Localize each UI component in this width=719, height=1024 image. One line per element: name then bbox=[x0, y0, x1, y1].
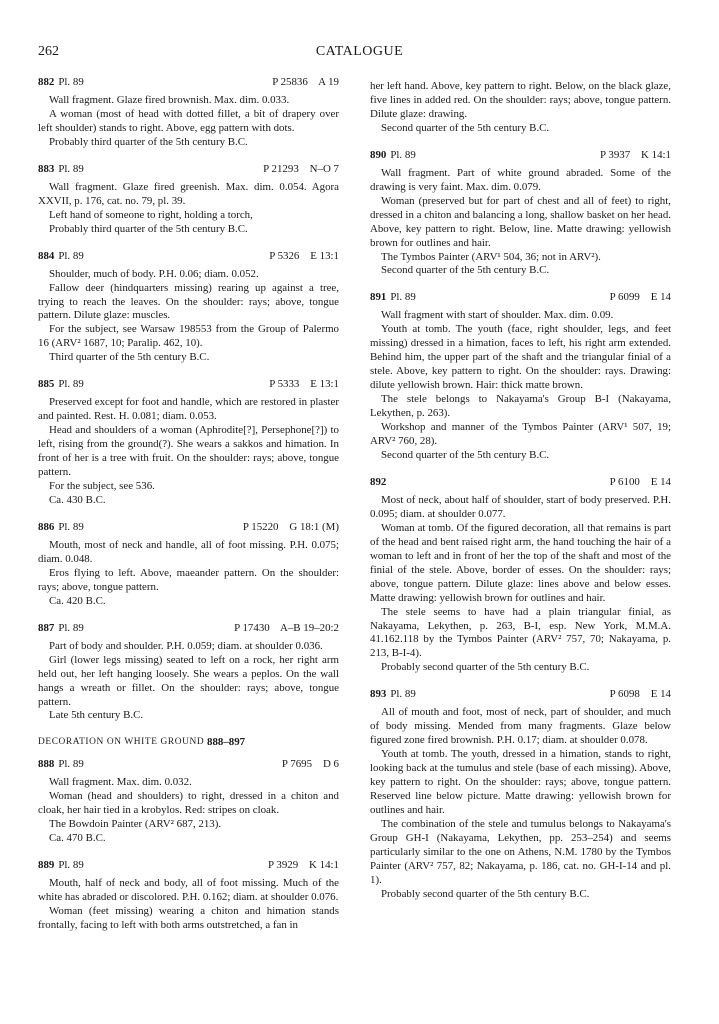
inventory-and-deposit: P 25836 A 19 bbox=[272, 76, 339, 88]
entry-paragraph: Wall fragment. Glaze fired brownish. Max. dim. 0.033. bbox=[49, 94, 290, 106]
entry-paragraph: Fallow deer (hindquarters missing) rearing up against a tree, trying to reach the leaves. On the shoulder: rays; above, tongue pattern. Dilute glaze: muscles. bbox=[38, 281, 339, 322]
entry-paragraph: The combination of the stele and tumulus belongs to Nakayama's Group GH-I (Nakayama, Lekythen, pp. 253–254) and seems particularly similar to the one on Athens, N.M. 1780 by the Tymbos Painter (ARV² 757, 82; Nakayama, p. 186, cat. no. GH-I-14 and pl. 1). bbox=[370, 817, 671, 886]
inventory-and-deposit: P 21293 N–O 7 bbox=[263, 162, 339, 175]
entry-paragraph: For the subject, see 536. bbox=[49, 480, 155, 493]
section-title-range: 888–897 bbox=[207, 736, 246, 749]
entry-paragraph: Late 5th century B.C. bbox=[49, 709, 144, 722]
page-number: 262 bbox=[38, 44, 59, 59]
entry-paragraph: The stele seems to have had a plain triangular finial, as Nakayama, Lekythen, p. 263, B-I, esp. New York, M.M.A. 41.162.118 by the Tymbos Painter (ARV² 757, 70; Nakayama, p. 213, B-I-4). bbox=[370, 605, 671, 660]
entry-paragraph: Wall fragment. Max. dim. 0.032. bbox=[49, 776, 192, 789]
entry-header bbox=[38, 758, 339, 772]
entry-paragraph: Part of body and shoulder. P.H. 0.059; diam. at shoulder 0.036. bbox=[49, 639, 323, 652]
section-title-label: DECORATION ON WHITE GROUND bbox=[38, 737, 205, 748]
catalogue-entry-892 bbox=[370, 476, 671, 675]
entry-header bbox=[370, 688, 671, 702]
entry-paragraph: Ca. 470 B.C. bbox=[49, 832, 106, 845]
entry-paragraph: Woman (preserved but for part of chest and all of feet) to right, dressed in a chiton and balancing a long, shallow basket on her head. Above, key pattern to right. Below, line. Matte drawing: yellowish brown for outlines and hair. bbox=[370, 194, 671, 249]
entry-number: 884 bbox=[38, 249, 55, 262]
inventory-and-deposit: P 5333 E 13:1 bbox=[269, 378, 339, 391]
entry-number: 892 bbox=[370, 475, 387, 488]
catalogue-entry-890 bbox=[370, 149, 671, 279]
running-head: CATALOGUE bbox=[315, 44, 404, 59]
entry-paragraph: Most of neck, about half of shoulder, start of body preserved. P.H. 0.095; diam. at shoulder 0.077. bbox=[370, 493, 671, 520]
plate-reference: Pl. 89 bbox=[58, 758, 84, 771]
right-column bbox=[370, 80, 671, 915]
section-title bbox=[38, 736, 339, 750]
plate-reference: Pl. 89 bbox=[58, 249, 84, 262]
plate-reference: Pl. 89 bbox=[390, 148, 416, 161]
entry-paragraph: Third quarter of the 5th century B.C. bbox=[49, 351, 210, 364]
inventory-and-deposit: P 3929 K 14:1 bbox=[268, 859, 339, 872]
entry-paragraph: The Bowdoin Painter (ARV² 687, 213). bbox=[49, 818, 222, 831]
inventory-and-deposit: P 5326 E 13:1 bbox=[269, 249, 339, 262]
entry-number: 886 bbox=[38, 520, 55, 533]
plate-reference: Pl. 89 bbox=[390, 688, 416, 701]
entry-number: 888 bbox=[38, 758, 55, 771]
entry-paragraph: Wall fragment. Glaze fired greenish. Max. dim. 0.054. Agora XXVII, p. 176, cat. no. 79, pl. 39. bbox=[38, 180, 339, 207]
entry-paragraph: Woman (head and shoulders) to right, dressed in a chiton and cloak, her hair tied in a krobylos. Red: stripes on cloak. bbox=[38, 790, 339, 817]
plate-reference: Pl. 89 bbox=[58, 520, 84, 533]
entry-paragraph: Ca. 420 B.C. bbox=[49, 594, 106, 607]
inventory-and-deposit: P 6100 E 14 bbox=[609, 475, 671, 488]
entry-paragraph: Woman at tomb. Of the figured decoration, all that remains is part of the head and bent raised right arm, the hand touching the hair of a woman to left and in front of her the top of the shaft and most of the finial of the stele. Above, border of esses. On the shoulder: rays; above, tongue pattern. Dilute glaze: lines above and below esses. Matte drawing: yellowish brown for outlines and hair. bbox=[370, 521, 671, 604]
entry-paragraph: Left hand of someone to right, holding a torch, bbox=[49, 208, 253, 221]
catalogue-entry-887 bbox=[38, 622, 339, 724]
inventory-and-deposit: P 3937 K 14:1 bbox=[600, 148, 671, 161]
entry-paragraph: All of mouth and foot, most of neck, part of shoulder, and much of body missing. Mended from many fragments. Glaze below figured zone fired brownish. P.H. 0.17; diam. at shoulder 0.078. bbox=[370, 706, 671, 747]
entry-paragraph: Eros flying to left. Above, maeander pattern. On the shoulder: rays; above, tongue pattern. bbox=[38, 566, 339, 593]
catalogue-entry-884 bbox=[38, 250, 339, 366]
entry-number: 890 bbox=[370, 148, 387, 161]
entry-header bbox=[370, 291, 671, 305]
plate-reference: Pl. 89 bbox=[58, 378, 84, 391]
catalogue-entry-886 bbox=[38, 521, 339, 609]
entry-number: 891 bbox=[370, 291, 387, 304]
entry-889-continuation bbox=[370, 80, 671, 136]
catalogue-entry-882 bbox=[38, 76, 339, 150]
entry-number: 893 bbox=[370, 688, 387, 701]
catalogue-entry-883 bbox=[38, 163, 339, 237]
left-column bbox=[38, 76, 339, 946]
entry-header bbox=[370, 149, 671, 163]
entry-header bbox=[38, 859, 339, 873]
plate-reference: Pl. 89 bbox=[58, 76, 84, 88]
entry-number: 885 bbox=[38, 378, 55, 391]
entry-number: 882 bbox=[38, 76, 55, 88]
entry-paragraph: Youth at tomb. The youth, dressed in a himation, stands to right, looking back at the tumulus and stele (base of each missing). Above, key pattern to right. On the shoulder: rays; above, tongue pattern. Reserved line below picture. Matte drawing: yellowish brown for outlines and hair. bbox=[370, 748, 671, 816]
inventory-and-deposit: P 7695 D 6 bbox=[281, 758, 339, 771]
entry-paragraph: Head and shoulders of a woman (Aphrodite[?], Persephone[?]) to left, rising from the ground(?). She wears a sakkos and himation. In front of her is a tree with fruit. On the shoulder: rays; above, tongue pattern. bbox=[38, 424, 339, 479]
entry-number: 887 bbox=[38, 621, 55, 634]
plate-reference: Pl. 89 bbox=[390, 291, 416, 304]
entry-paragraph: Second quarter of the 5th century B.C. bbox=[381, 121, 550, 134]
inventory-and-deposit: P 15220 G 18:1 (M) bbox=[242, 520, 339, 533]
entry-paragraph: For the subject, see Warsaw 198553 from the Group of Palermo 16 (ARV² 1687, 10; Paralip. 462, 10). bbox=[38, 323, 339, 350]
inventory-and-deposit: P 6098 E 14 bbox=[609, 688, 671, 701]
catalogue-entry-889 bbox=[38, 859, 339, 933]
entry-paragraph: her left hand. Above, key pattern to right. Below, on the black glaze, five lines in added red. On the shoulder: rays; above, tongue pattern. Dilute glaze: drawing. bbox=[370, 80, 671, 120]
entry-paragraph: The stele belongs to Nakayama's Group B-I (Nakayama, Lekythen, p. 263). bbox=[370, 393, 671, 420]
entry-header bbox=[38, 378, 339, 392]
left-entries-group-b bbox=[38, 758, 339, 933]
entry-number: 889 bbox=[38, 859, 55, 872]
entry-paragraph: Probably third quarter of the 5th century B.C. bbox=[49, 135, 248, 148]
entry-paragraph: Ca. 430 B.C. bbox=[49, 493, 106, 506]
entry-paragraph: Wall fragment. Part of white ground abraded. Some of the drawing is very faint. Max. dim. 0.079. bbox=[370, 166, 671, 193]
catalogue-entry-891 bbox=[370, 291, 671, 462]
entry-paragraph: Probably third quarter of the 5th century B.C. bbox=[49, 222, 248, 235]
entry-paragraph: Mouth, half of neck and body, all of foot missing. Much of the white has abraded or discolored. P.H. 0.162; diam. at shoulder 0.076. bbox=[38, 877, 339, 904]
entry-paragraph: Second quarter of the 5th century B.C. bbox=[381, 448, 550, 461]
entry-header bbox=[38, 521, 339, 535]
left-entries-group-a bbox=[38, 76, 339, 723]
entry-header bbox=[38, 163, 339, 177]
entry-paragraph: Probably second quarter of the 5th century B.C. bbox=[381, 661, 590, 674]
entry-paragraph: Second quarter of the 5th century B.C. bbox=[381, 264, 550, 277]
plate-reference: Pl. 89 bbox=[58, 859, 84, 872]
right-entries-group bbox=[370, 149, 671, 902]
entry-header bbox=[370, 476, 671, 490]
plate-reference: Pl. 89 bbox=[58, 162, 84, 175]
inventory-and-deposit: P 17430 A–B 19–20:2 bbox=[234, 621, 339, 634]
catalogue-entry-893 bbox=[370, 688, 671, 901]
entry-paragraph: Wall fragment with start of shoulder. Max. dim. 0.09. bbox=[381, 309, 614, 322]
entry-paragraph: Probably second quarter of the 5th century B.C. bbox=[381, 887, 590, 900]
entry-paragraph: Mouth, most of neck and handle, all of foot missing. P.H. 0.075; diam. 0.048. bbox=[38, 538, 339, 565]
catalogue-entry-888 bbox=[38, 758, 339, 846]
plate-reference: Pl. 89 bbox=[58, 621, 84, 634]
entry-number: 883 bbox=[38, 162, 55, 175]
entry-paragraph: The Tymbos Painter (ARV¹ 504, 36; not in ARV²). bbox=[381, 250, 601, 263]
entry-header bbox=[38, 622, 339, 636]
entry-paragraph: Workshop and manner of the Tymbos Painter (ARV¹ 507, 19; ARV² 760, 28). bbox=[370, 421, 671, 448]
entry-paragraph: A woman (most of head with dotted fillet, a bit of drapery over left shoulder) stands to right. Above, egg pattern with dots. bbox=[38, 107, 339, 134]
entry-paragraph: Girl (lower legs missing) seated to left on a rock, her right arm held out, her left hanging loosely. She wears a peplos. On the wall hangs a wreath or fillet. On the shoulder: rays; above, tongue pattern. bbox=[38, 653, 339, 708]
entry-paragraph: Woman (feet missing) wearing a chiton and himation stands frontally, facing to left with both arms outstretched, a fan in bbox=[38, 905, 339, 932]
entry-paragraph: Preserved except for foot and handle, which are restored in plaster and painted. Rest. H. 0.081; diam. 0.053. bbox=[38, 396, 339, 423]
entry-header bbox=[38, 250, 339, 264]
entry-header bbox=[38, 76, 339, 90]
entry-paragraph: Youth at tomb. The youth (face, right shoulder, legs, and feet missing) dressed in a himation, faces to left, his right arm extended. Behind him, the upper part of the shaft and the triangular finial of a stele. Above, key pattern to right. On the shoulder: rays. Drawing: dilute yellowish brown. Hair: thick matte brown. bbox=[370, 323, 671, 392]
entry-paragraph: Shoulder, much of body. P.H. 0.06; diam. 0.052. bbox=[49, 267, 259, 280]
catalogue-entry-885 bbox=[38, 378, 339, 508]
inventory-and-deposit: P 6099 E 14 bbox=[609, 291, 671, 304]
